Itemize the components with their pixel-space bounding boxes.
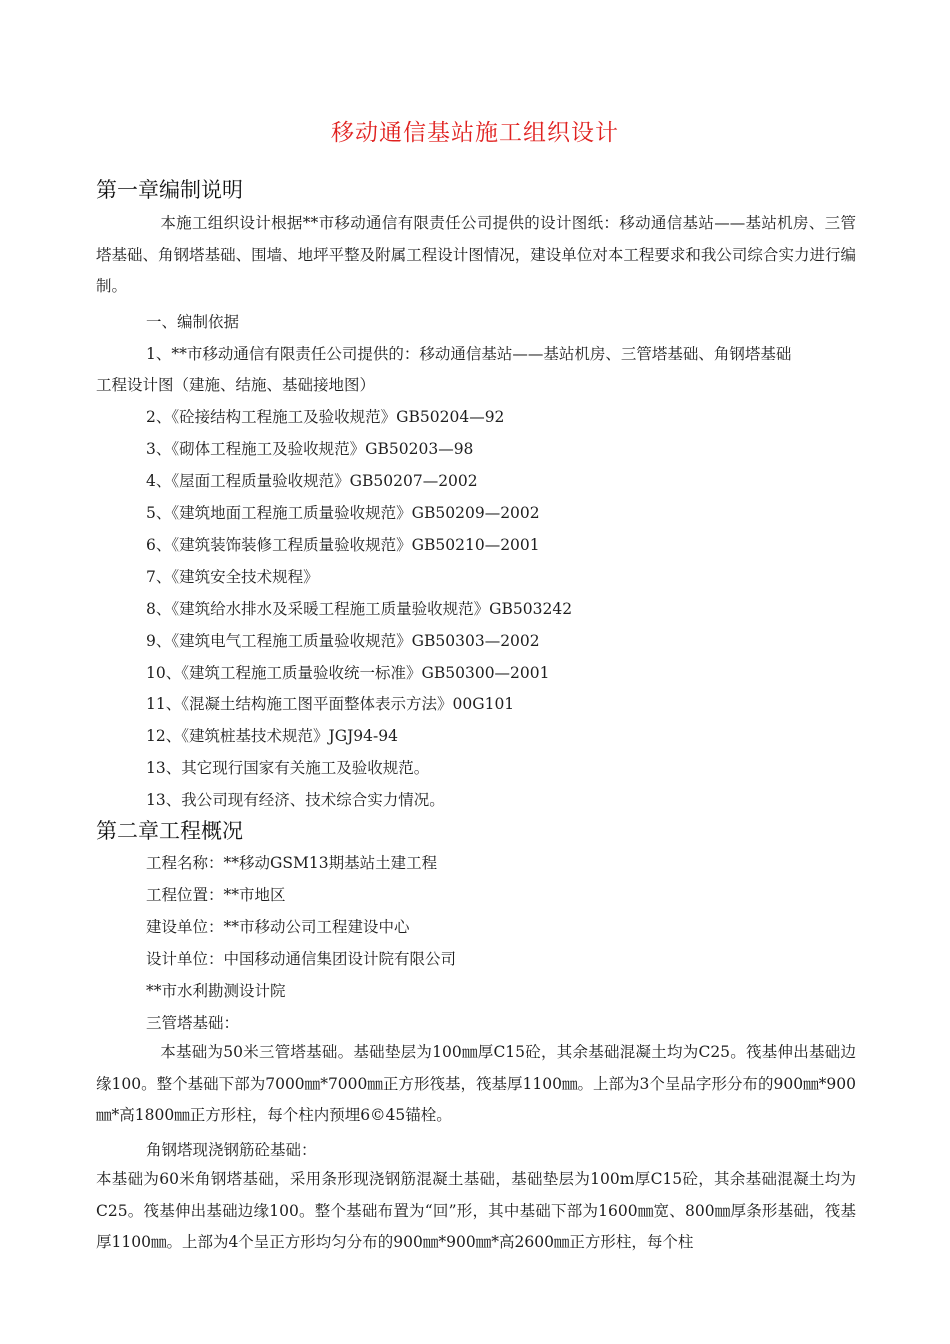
document-title: 移动通信基站施工组织设计 bbox=[331, 120, 619, 146]
basis-item: 13、其它现行国家有关施工及验收规范。 bbox=[146, 759, 430, 777]
basis-item: 3、《砌体工程施工及验收规范》GB50203—98 bbox=[146, 440, 474, 458]
project-owner: 建设单位：**市移动公司工程建设中心 bbox=[146, 918, 410, 936]
project-name: 工程名称：**移动GSM13期基站土建工程 bbox=[146, 854, 438, 872]
basis-item: 13、我公司现有经济、技术综合实力情况。 bbox=[146, 791, 445, 809]
basis-item: 9、《建筑电气工程施工质量验收规范》GB50303—2002 bbox=[146, 632, 540, 650]
basis-item: 11、《混凝土结构施工图平面整体表示方法》00G101 bbox=[146, 695, 515, 713]
basis-item: 12、《建筑桩基技术规范》JGJ94-94 bbox=[146, 727, 398, 745]
chapter1-intro-text: 本施工组织设计根据**市移动通信有限责任公司提供的设计图纸：移动通信基站——基站机房、三管塔基础、角钢塔基础、围墙、地坪平整及附属工程设计图情况，建设单位对本工程要求和我公司综合实力进行编制。 bbox=[96, 214, 856, 295]
chapter2-heading: 第二章工程概况 bbox=[96, 819, 243, 843]
basis-item: 8、《建筑给水排水及采暖工程施工质量验收规范》GB503242 bbox=[146, 600, 573, 618]
project-designer-2: **市水利勘测设计院 bbox=[146, 982, 286, 1000]
basis-item: 6、《建筑装饰装修工程质量验收规范》GB50210—2001 bbox=[146, 536, 540, 554]
project-location: 工程位置：**市地区 bbox=[146, 886, 286, 904]
angle-tower-text: 本基础为60米角钢塔基础，采用条形现浇钢筋混凝土基础，基础垫层为100m厚C15砼，其余基础混凝土均为C25。筏基伸出基础边缘100。整个基础布置为“回”形，其中基础下部为1600㎜宽、800㎜厚条形基础，筏基厚1100㎜。上部为4个呈正方形均匀分布的900㎜*900㎜*高2600㎜正方形柱，每个柱 bbox=[96, 1170, 856, 1251]
chapter1-heading: 第一章编制说明 bbox=[96, 178, 243, 202]
chapter1-intro bbox=[96, 208, 856, 303]
basis-item-1-line-1: 1、**市移动通信有限责任公司提供的：移动通信基站——基站机房、三管塔基础、角钢塔基础 bbox=[146, 345, 792, 363]
basis-item: 2、《砼接结构工程施工及验收规范》GB50204—92 bbox=[146, 408, 505, 426]
tube-tower-text-content: 本基础为50米三管塔基础。基础垫层为100㎜厚C15砼，其余基础混凝土均为C25。筏基伸出基础边缘100。整个基础下部为7000㎜*7000㎜正方形筏基，筏基厚1100㎜。上部为3个呈品字形分布的900㎜*900㎜*高1800㎜正方形柱，每个柱内预埋6©45锚栓。 bbox=[96, 1043, 856, 1124]
tube-tower-heading: 三管塔基础： bbox=[146, 1014, 240, 1032]
tube-tower-text bbox=[96, 1037, 856, 1132]
basis-item: 10、《建筑工程施工质量验收统一标准》GB50300—2001 bbox=[146, 664, 550, 682]
basis-item: 5、《建筑地面工程施工质量验收规范》GB50209—2002 bbox=[146, 504, 540, 522]
angle-tower-heading: 角钢塔现浇钢筋砼基础： bbox=[146, 1141, 317, 1159]
project-designer: 设计单位：中国移动通信集团设计院有限公司 bbox=[146, 950, 457, 968]
basis-item: 4、《屋面工程质量验收规范》GB50207—2002 bbox=[146, 472, 478, 490]
basis-item-1-line-2: 工程设计图（建施、结施、基础接地图） bbox=[96, 376, 376, 394]
basis-item: 7、《建筑安全技术规程》 bbox=[146, 568, 319, 586]
basis-heading: 一、编制依据 bbox=[146, 313, 240, 331]
